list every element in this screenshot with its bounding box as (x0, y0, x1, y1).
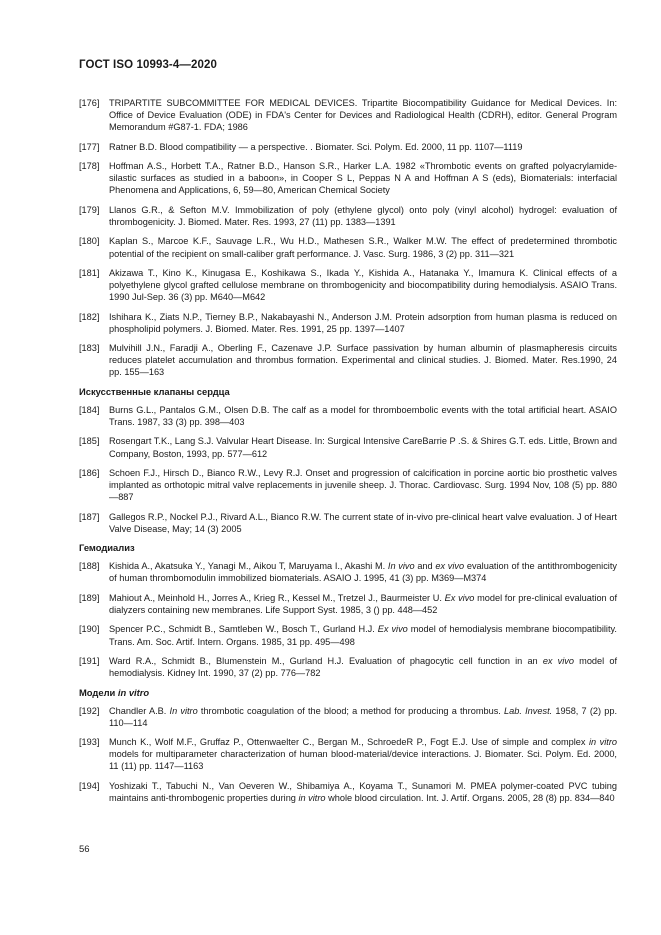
reference-number: [181] (79, 267, 100, 278)
section-heading-heart-valves: Искусственные клапаны сердца (79, 385, 230, 397)
reference-number: [186] (79, 468, 100, 479)
document-header: ГОСТ ISO 10993-4—2020 (79, 59, 217, 71)
reference-text: Schoen F.J., Hirsch D., Bianco R.W., Levy R.J. Onset and progression of calcification in porcine aortic bio prosthetic valves implanted as orthotopic mitral valve replacements in juvenile sheep. J. Thorac. Cardiovasc. Surg. 1994 Nov, 108 (5) pp. 880—887 (109, 468, 617, 503)
reference-item (79, 97, 617, 133)
reference-text: TRIPARTITE SUBCOMMITTEE FOR MEDICAL DEVICES. Tripartite Biocompatibility Guidance for Medical Devices. In: Office of Device Evaluation (ODE) in FDA's Center for Devices and Radiological Health (CDRH), editor. General Program Memorandum #G87-1. FDA; 1986 (109, 98, 617, 133)
reference-item (79, 267, 617, 303)
reference-number: [179] (79, 204, 100, 215)
reference-number: [194] (79, 780, 100, 791)
reference-text: Rosengart T.K., Lang S.J. Valvular Heart Disease. In: Surgical Intensive CareBarrie P .S. & Shires G.T. eds. Little, Brown and Company, Boston, 1993, pp. 577—612 (109, 436, 617, 459)
reference-text: Llanos G.R., & Sefton M.V. Immobilization of poly (ethylene glycol) onto poly (vinyl alcohol) hydrogel: evaluation of thrombogenicity. J. Biomed. Mater. Res. 1993, 27 (11) pp. 1383—1391 (109, 204, 617, 227)
reference-number: [178] (79, 161, 100, 172)
reference-text: Ishihara K., Ziats N.P., Tierney B.P., Nakabayashi N., Anderson J.M. Protein adsorption from human plasma is reduced on phospholipid polymers. J. Biomed. Mater. Res. 1991, 25 pp. 1397—1407 (109, 311, 617, 334)
reference-item (79, 705, 617, 729)
reference-item (79, 623, 617, 647)
reference-number: [185] (79, 436, 100, 447)
reference-item (79, 560, 617, 584)
reference-number: [180] (79, 236, 100, 247)
reference-text: Kishida A., Akatsuka Y., Yanagi M., Aikou T, Maruyama I., Akashi M. In vivo and ex vivo evaluation of the antithrombogenicity of human thrombomodulin immobilized biomaterials. ASAIO J. 1995, 41 (3) pp. M369—M374 (109, 561, 617, 584)
reference-item (79, 342, 617, 378)
reference-item (79, 435, 617, 459)
reference-item (79, 235, 617, 259)
reference-item (79, 160, 617, 196)
page-number: 56 (79, 844, 90, 855)
reference-item (79, 404, 617, 428)
refs-group-c (79, 560, 617, 679)
reference-text: Spencer P.C., Schmidt B., Samtleben W., Bosch T., Gurland H.J. Ex vivo model of hemodialysis membrane biocompatibility. Trans. Am. Soc. Artif. Intern. Organs. 1985, 31 pp. 495—498 (109, 624, 617, 647)
reference-item (79, 467, 617, 503)
section-heading-hemodialysis: Гемодиализ (79, 542, 135, 554)
reference-item (79, 204, 617, 228)
reference-text: Chandler A.B. In vitro thrombotic coagulation of the blood; a method for producing a thrombus. Lab. Invest. 1958, 7 (2) pp. 110—114 (109, 705, 618, 728)
reference-number: [191] (79, 656, 100, 667)
reference-number: [176] (79, 98, 100, 108)
reference-number: [188] (79, 561, 100, 572)
reference-number: [187] (79, 511, 100, 522)
reference-item (79, 736, 617, 772)
reference-item (79, 511, 617, 535)
reference-item (79, 311, 617, 335)
reference-text: Hoffman A.S., Horbett T.A., Ratner B.D., Hanson S.R., Harker L.A. 1982 «Thrombotic events on grafted polyacrylamide-silastic surfaces as studied in a baboon», in Cooper S L, Peppas N A and Hoffman A S (eds), Biomaterials: interfacial Phenomena and Applications, 6, 59—80, American Chemical Society (109, 161, 617, 196)
reference-item (79, 655, 617, 679)
reference-number: [193] (79, 737, 100, 748)
reference-text: Ratner B.D. Blood compatibility — a perspective. . Biomater. Sci. Polym. Ed. 2000, 11 pp. 1107—1119 (109, 141, 523, 152)
refs-group-b (79, 404, 617, 535)
references-list (79, 97, 617, 811)
reference-number: [177] (79, 141, 100, 152)
reference-text: Mahiout A., Meinhold H., Jorres A., Krieg R., Kessel M., Tretzel J., Baurmeister U. Ex vivo model for pre-clinical evaluation of dialyzers containing new membranes. Life Support Syst. 1985, 3 () pp. 448—452 (109, 592, 618, 615)
reference-item (79, 780, 617, 804)
section-heading-in-vitro-models: Модели in vitro (79, 686, 150, 698)
reference-text: Akizawa T., Kino K., Kinugasa E., Koshikawa S., Ikada Y., Kishida A., Hatanaka Y., Imamura K. Clinical effects of a polyethylene glycol grafted cellulose membrane on thrombogenicity and biocompatibility during hemodialysis. ASAIO Trans. 1990 Jul-Sep. 36 (3) pp. M640—M642 (109, 267, 617, 303)
reference-text: Burns G.L., Pantalos G.M., Olsen D.B. The calf as a model for thromboembolic events with the total artificial heart. ASAIO Trans. 1987, 33 (3) pp. 398—403 (109, 404, 617, 427)
refs-group-d (79, 705, 617, 804)
reference-number: [189] (79, 592, 100, 603)
reference-text: Mulvihill J.N., Faradji A., Oberling F., Cazenave J.P. Surface passivation by human albumin of plasmapheresis circuits reduces platelet accumulation and thrombus formation. Experimental and clinical studies. J. Biomed. Mater. Res.1990, 24 pp. 155—163 (109, 343, 617, 378)
reference-number: [182] (79, 311, 100, 322)
reference-number: [192] (79, 705, 100, 716)
reference-text: Gallegos R.P., Nockel P.J., Rivard A.L., Bianco R.W. The current state of in-vivo pre-clinical heart valve evaluation. J of Heart Valve Disease, May; 14 (3) 2005 (109, 511, 617, 534)
refs-group-a (79, 97, 617, 379)
reference-text: Kaplan S., Marcoe K.F., Sauvage L.R., Wu H.D., Mathesen S.R., Walker M.W. The effect of predetermined thrombotic potential of the recipient on small-caliber graft performance. J. Vasc. Surg. 1986, 3 (2) pp. 311—321 (109, 236, 617, 259)
reference-text: Ward R.A., Schmidt B., Blumenstein M., Gurland H.J. Evaluation of phagocytic cell function in an ex vivo model of hemodialysis. Kidney Int. 1990, 37 (2) pp. 776—782 (109, 656, 617, 679)
reference-number: [183] (79, 343, 100, 354)
reference-item (79, 141, 617, 153)
reference-number: [184] (79, 404, 100, 415)
reference-number: [190] (79, 624, 100, 635)
reference-item (79, 592, 617, 616)
reference-text: Yoshizaki T., Tabuchi N., Van Oeveren W., Shibamiya A., Koyama T., Sunamori M. PMEA polymer-coated PVC tubing maintains anti-thrombogenic properties during in vitro whole blood circulation. Int. J. Artif. Organs. 2005, 28 (8) pp. 834—840 (109, 780, 617, 803)
reference-text: Munch K., Wolf M.F., Gruffaz P., Ottenwaelter C., Bergan M., SchroedeR P., Fogt E.J. Use of simple and complex in vitro models for multiparameter characterization of human blood-material/device interactions. J. Biomater. Sci. Polym. Ed. 2000, 11 (11) pp. 1147—1163 (109, 737, 618, 772)
